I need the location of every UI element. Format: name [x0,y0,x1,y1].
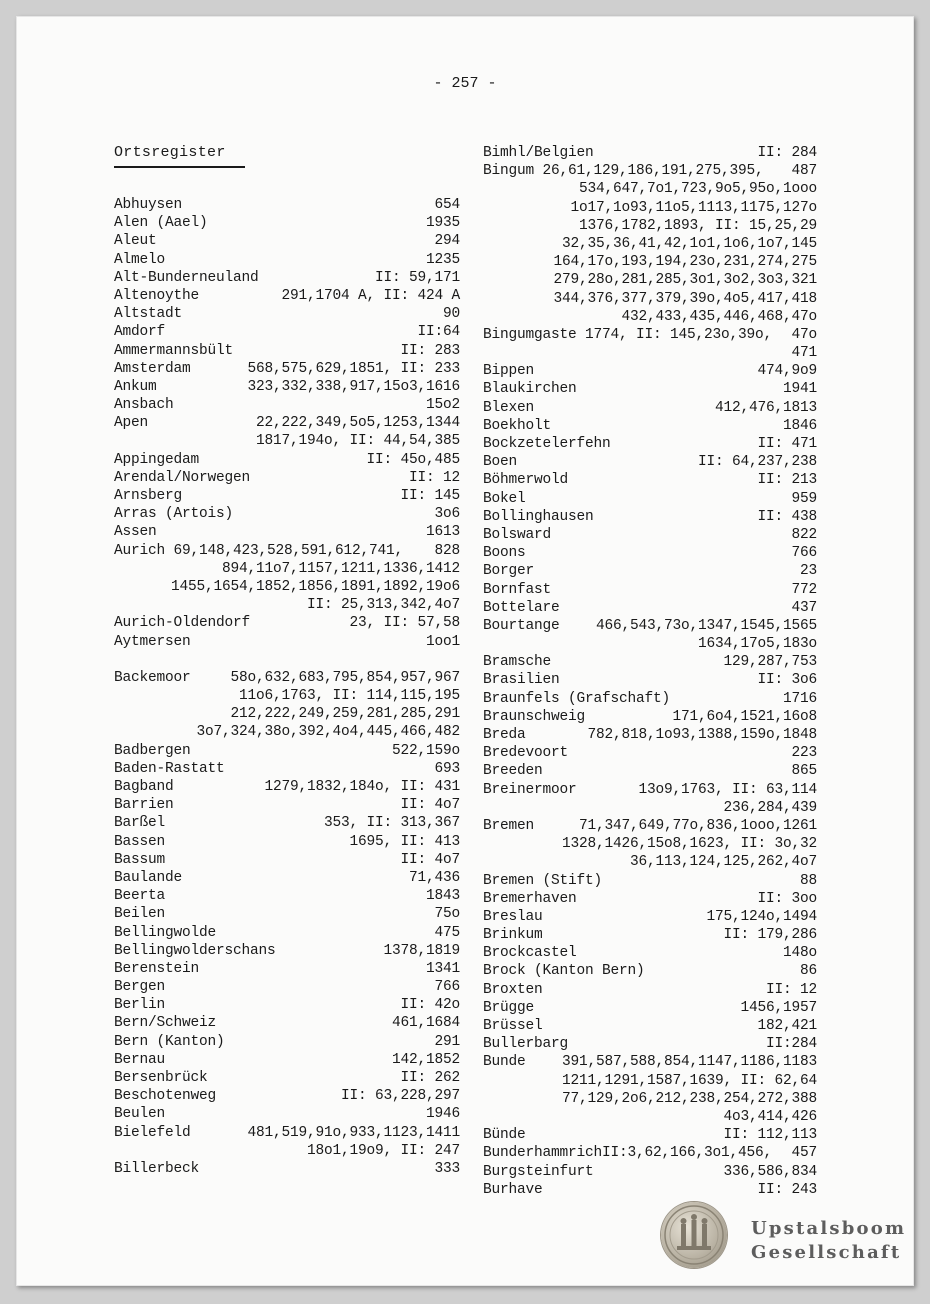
index-entry [114,414,460,432]
index-entry [114,1051,460,1069]
place-name: Bredevoort [483,745,569,762]
page-references: 90 [442,306,460,323]
place-name: Bellingwolde [114,924,217,941]
page-references: II: 42o [400,997,460,1014]
entry-continuation: 1o17,1o93,11o5,1113,1175,127o [570,199,817,216]
place-name: Bergen [114,979,166,996]
page-references: 828 [434,542,460,559]
index-entry [483,999,817,1017]
index-entry [114,669,460,687]
place-name: Ammermannsbült [114,342,234,359]
page-references: 474,9o9 [757,363,817,380]
page-references: 1613 [425,524,460,541]
index-entry [114,1014,460,1032]
place-name: Burhave [483,1181,543,1198]
place-name: Baden-Rastatt [114,760,225,777]
page-references: 487 [791,163,817,180]
page-references: 23, II: 57,58 [349,615,460,632]
index-entry [483,362,817,380]
index-entry [114,214,460,232]
left-column [114,144,460,1178]
index-entry [483,380,817,398]
place-name: Bremen (Stift) [483,872,603,889]
place-name: Bassum [114,851,166,868]
page-references: II: 145 [400,488,460,504]
page-references: 568,575,629,1851, II: 233 [247,360,460,377]
page-references: 1843 [425,888,460,905]
place-name: Bourtange [483,617,560,634]
index-entry [114,1124,460,1142]
index-entry [483,817,817,835]
page-references: II: 471 [757,436,817,452]
page-references: 22,222,349,5o5,1253,1344 [255,415,460,432]
index-entry [483,544,817,562]
entry-continuation: 4o3,414,426 [723,1108,817,1125]
entry-continuation: 77,129,2o6,212,238,254,272,388 [561,1090,817,1107]
page-references: 47o [791,326,817,343]
page-references: 391,587,588,854,1147,1186,1183 [561,1054,817,1071]
index-entry [114,760,460,778]
place-name: Barrien [114,797,174,814]
register-title: Ortsregister [114,144,226,161]
place-name: Breslau [483,908,543,925]
place-name: Breinermoor [483,781,577,798]
entry-continuation: 1328,1426,15o8,1623, II: 3o,32 [561,836,817,853]
index-entry [114,196,460,214]
place-name: Baulande [114,869,183,886]
document-page [16,16,914,1286]
index-entry [483,399,817,417]
place-name: Bünde [483,1127,526,1144]
index-entry [483,781,817,799]
place-name: Bellingwolderschans [114,942,276,959]
page-references: 766 [791,545,817,562]
page-references: 693 [434,760,460,777]
place-name: Aleut [114,233,157,250]
place-name: Breda [483,727,526,743]
place-name: Bagband [114,779,174,795]
place-name: Braunfels (Grafschaft) [483,690,671,707]
page-references: 86 [799,963,817,980]
place-name: Appingedam [114,451,200,468]
place-name: Bernau [114,1051,166,1068]
entry-spacer [114,651,460,669]
place-name: Bingumgaste 1774, II: 145,23o,39o, [483,326,773,343]
place-name: Beulen [114,1106,166,1123]
index-entry [483,581,817,599]
page-references: 148o [782,945,817,962]
index-entry [483,490,817,508]
page-references: 766 [434,979,460,996]
page-references: 171,6o4,1521,16o8 [672,708,817,725]
index-entry [483,890,817,908]
page-references: 457 [791,1145,817,1162]
index-entry [114,505,460,523]
place-name: Bollinghausen [483,508,594,525]
index-entry [114,1105,460,1123]
page-references: 75o [434,906,460,923]
page-references: II:64 [417,324,460,341]
page-references: II: 438 [757,508,817,525]
page-references: 294 [434,233,460,250]
index-entry [114,887,460,905]
place-name: Billerbeck [114,1160,200,1177]
page-references: 1341 [425,960,460,977]
index-entry [114,523,460,541]
place-name: Ansbach [114,397,174,414]
place-name: Bramsche [483,654,552,671]
index-entry [114,960,460,978]
page-references: 71,436 [408,869,460,886]
page-references: II: 284 [757,145,817,161]
index-entry [114,942,460,960]
entry-continuation: 1376,1782,1893, II: 15,25,29 [578,217,817,234]
page-references: 522,159o [391,742,460,759]
page-references: 323,332,338,917,15o3,1616 [247,378,460,395]
place-name: Alt-Bunderneuland [114,269,259,286]
entry-continuation: 18o1,19o9, II: 247 [306,1142,460,1159]
place-name: Aurich-Oldendorf [114,615,251,632]
page-references: 182,421 [757,1018,817,1034]
index-entry [114,269,460,287]
page-references: 129,287,753 [723,654,817,671]
page-references: 291,1704 A, II: 424 A [281,287,460,304]
page-references: 71,347,649,77o,836,1ooo,1261 [578,817,817,834]
watermark-line-1: Upstalsboom [751,1218,907,1239]
page-references: 865 [791,763,817,780]
index-entry [483,526,817,544]
place-name: Beerta [114,888,166,905]
place-name: Brock (Kanton Bern) [483,963,645,980]
page-references: II: 213 [757,472,817,489]
place-name: Ankum [114,378,157,395]
entry-continuation: 11o6,1763, II: 114,115,195 [238,688,460,705]
place-name: Bassen [114,833,166,850]
place-name: Beschotenweg [114,1088,217,1105]
place-name: Boons [483,545,526,562]
entry-continuation: 1211,1291,1587,1639, II: 62,64 [561,1072,817,1089]
index-entry [483,1053,817,1071]
entry-continuation: 1634,17o5,183o [697,636,817,653]
place-name: Arendal/Norwegen [114,469,251,486]
page-references: 23 [799,563,817,580]
entry-continuation: 471 [791,345,817,362]
place-name: Bolsward [483,526,552,543]
place-name: Burgsteinfurt [483,1163,594,1180]
index-entry [114,796,460,814]
place-name: Böhmerwold [483,472,569,489]
index-entry [483,690,817,708]
place-name: Bielefeld [114,1124,191,1141]
place-name: Barßel [114,815,166,832]
place-name: Altenoythe [114,287,200,304]
index-entry [483,744,817,762]
page-references: II: 12 [408,469,460,486]
watermark-text [751,1217,906,1265]
place-name: Assen [114,524,157,541]
entry-continuation: 36,113,124,125,262,4o7 [629,854,817,871]
page-references: 1378,1819 [383,942,460,959]
page-references: II: 112,113 [723,1127,817,1144]
place-name: Boen [483,454,518,471]
index-entry [483,599,817,617]
index-entry [114,633,460,651]
index-entry [114,1160,460,1178]
place-name: Abhuysen [114,197,183,213]
page-references: II: 179,286 [723,927,817,944]
index-entry [114,996,460,1014]
place-name: Bullerbarg [483,1036,569,1053]
page-references: 353, II: 313,367 [323,815,460,832]
page-references: 782,818,1o93,1388,159o,1848 [587,727,817,743]
page-references: 1846 [782,417,817,434]
page-number: - 257 - [433,75,497,92]
place-name: Bottelare [483,599,560,616]
index-entry [114,396,460,414]
index-entry [114,360,460,378]
entry-continuation: 344,376,377,379,39o,4o5,417,418 [553,290,817,307]
index-entry [114,814,460,832]
place-name: Blaukirchen [483,381,577,398]
index-entry [483,435,817,453]
index-entry [114,287,460,305]
place-name: Alen (Aael) [114,215,208,232]
page-references: 142,1852 [391,1051,460,1068]
place-name: Brüssel [483,1018,543,1034]
place-name: Aytmersen [114,633,191,650]
left-entry-list [114,196,460,1178]
page-references: 822 [791,526,817,543]
entry-continuation: 3o7,324,38o,392,4o4,445,466,482 [196,724,460,741]
entry-continuation: 534,647,7o1,723,9o5,95o,1ooo [578,181,817,198]
index-entry [114,451,460,469]
index-entry [114,1087,460,1105]
index-entry [483,1163,817,1181]
place-name: Bingum 26,61,129,186,191,275,395, [483,163,764,180]
page-references: II: 283 [400,342,460,359]
right-entry-list [483,144,817,1199]
entry-continuation: 212,222,249,259,281,285,291 [230,706,460,723]
page-references: II: 59,171 [374,269,460,286]
page-references: 15o2 [425,397,460,414]
page-references: 772 [791,581,817,598]
index-entry [114,869,460,887]
place-name: Broxten [483,981,543,998]
place-name: Brinkum [483,927,543,944]
index-entry [483,1017,817,1035]
index-entry [483,326,817,344]
index-entry [114,542,460,560]
index-entry [114,1033,460,1051]
index-entry [483,162,817,180]
place-name: Aurich 69,148,423,528,591,612,741, [114,542,404,559]
place-name: Borger [483,563,535,580]
page-references: II: 243 [757,1181,817,1198]
index-entry [483,508,817,526]
place-name: Breeden [483,763,543,780]
page-references: 475 [434,924,460,941]
index-entry [114,378,460,396]
index-entry [483,962,817,980]
index-entry [483,981,817,999]
index-entry [114,1069,460,1087]
place-name: Amdorf [114,324,166,341]
entry-continuation: 164,17o,193,194,23o,231,274,275 [553,254,817,271]
index-entry [114,251,460,269]
page-references: 481,519,91o,933,1123,1411 [247,1124,460,1141]
index-entry [483,653,817,671]
index-entry [114,778,460,796]
entry-continuation: 279,28o,281,285,3o1,3o2,3o3,321 [553,272,817,289]
index-entry [114,487,460,505]
index-entry [114,978,460,996]
place-name: Bornfast [483,581,552,598]
page-references: 223 [791,745,817,762]
page-references: 175,124o,1494 [706,908,817,925]
watermark-line-2: Gesellschaft [751,1242,902,1263]
index-entry [483,926,817,944]
index-entry [483,726,817,744]
index-entry [483,762,817,780]
page-references: II: 4o7 [400,797,460,814]
place-name: Amsterdam [114,360,191,377]
place-name: Beilen [114,906,166,923]
entry-continuation: 432,433,435,446,468,47o [621,308,817,325]
page-references: II: 3o6 [757,672,817,689]
page-references: 1716 [782,690,817,707]
index-entry [483,708,817,726]
page-references: 461,1684 [391,1015,460,1032]
place-name: Bimhl/Belgien [483,145,594,161]
place-name: Bockzetelerfehn [483,436,611,452]
page-references: 437 [791,599,817,616]
index-entry [483,471,817,489]
index-entry [483,1126,817,1144]
index-entry [114,924,460,942]
page-references: 1456,1957 [740,999,817,1016]
entry-continuation: 1455,1654,1852,1856,1891,1892,19o6 [170,578,460,595]
place-name: Braunschweig [483,708,586,725]
index-entry [114,469,460,487]
entry-continuation: II: 25,313,342,4o7 [306,597,460,614]
page-references: 13o9,1763, II: 63,114 [638,781,817,798]
page-references: 1oo1 [425,633,460,650]
entry-continuation: 1817,194o, II: 44,54,385 [255,433,460,450]
page-references: 1935 [425,215,460,232]
page-references: 333 [434,1160,460,1177]
place-name: Bippen [483,363,535,380]
page-references: 1279,1832,184o, II: 431 [264,779,460,795]
page-references: 466,543,73o,1347,1545,1565 [595,617,817,634]
place-name: Almelo [114,251,166,268]
index-entry [114,742,460,760]
place-name: Brasilien [483,672,560,689]
entry-continuation: 894,11o7,1157,1211,1336,1412 [221,560,460,577]
index-entry [483,617,817,635]
place-name: Bremerhaven [483,890,577,907]
index-entry [483,1144,817,1162]
page-references: II: 12 [765,981,817,998]
page-references: II: 262 [400,1070,460,1086]
place-name: Bremen [483,817,535,834]
page-references: 1695, II: 413 [349,833,460,850]
index-entry [483,417,817,435]
page-references: II: 3oo [757,890,817,907]
index-entry [114,833,460,851]
index-entry [114,323,460,341]
page-references: 1941 [782,381,817,398]
place-name: Badbergen [114,742,191,759]
page-references: 959 [791,490,817,507]
index-entry [483,562,817,580]
page-references: II: 4o7 [400,851,460,868]
place-name: Brügge [483,999,535,1016]
place-name: Bersenbrück [114,1070,208,1086]
index-entry [483,671,817,689]
page-references: 88 [799,872,817,889]
page-references: II: 64,237,238 [697,454,817,471]
index-entry [483,944,817,962]
place-name: Bunde [483,1054,526,1071]
place-name: Brockcastel [483,945,577,962]
page-references: II:284 [765,1036,817,1053]
page-references: 291 [434,1033,460,1050]
place-name: Altstadt [114,306,183,323]
index-entry [114,614,460,632]
index-entry [114,232,460,250]
index-entry [483,1035,817,1053]
place-name: Bern (Kanton) [114,1033,225,1050]
index-entry [114,342,460,360]
index-entry [114,905,460,923]
place-name: Berenstein [114,960,200,977]
entry-continuation: 236,284,439 [723,799,817,816]
index-entry [114,851,460,869]
place-name: BunderhammrichII:3,62,166,3o1,456, [483,1145,773,1162]
page-references: II: 63,228,297 [340,1088,460,1105]
place-name: Arras (Artois) [114,506,234,523]
index-entry [483,872,817,890]
index-entry [483,453,817,471]
place-name: Apen [114,415,149,432]
index-entry [114,305,460,323]
page-references: 336,586,834 [723,1163,817,1180]
place-name: Bokel [483,490,526,507]
page-references: 58o,632,683,795,854,957,967 [230,669,460,686]
entry-continuation: 32,35,36,41,42,1o1,1o6,1o7,145 [561,235,817,252]
page-references: II: 45o,485 [366,451,460,468]
index-entry [483,908,817,926]
page-references: 1235 [425,251,460,268]
place-name: Boekholt [483,417,552,434]
title-underline [114,166,245,168]
index-entry [483,144,817,162]
place-name: Berlin [114,997,166,1014]
page-references: 412,476,1813 [714,399,817,416]
page-references: 1946 [425,1106,460,1123]
index-entry [483,1181,817,1199]
place-name: Bern/Schweiz [114,1015,217,1032]
place-name: Arnsberg [114,488,183,504]
right-column [483,144,817,1199]
place-name: Blexen [483,399,535,416]
page-references: 654 [434,197,460,213]
upstalsboom-seal-icon [661,1202,727,1268]
page-references: 3o6 [434,506,460,523]
place-name: Backemoor [114,669,191,686]
